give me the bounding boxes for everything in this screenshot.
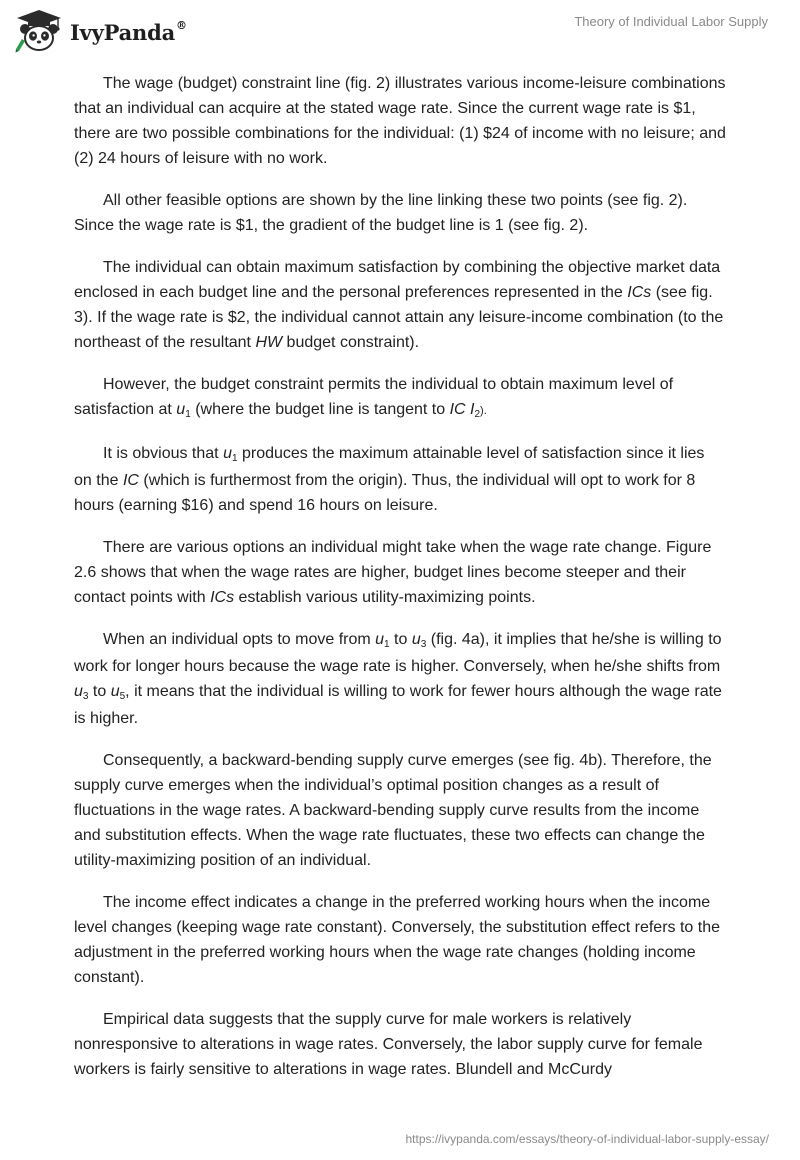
- paragraph-4: [74, 372, 726, 424]
- p4-term-ic: IC I: [449, 401, 475, 418]
- brand-name: [70, 20, 187, 45]
- p7-text-d: to: [88, 683, 111, 700]
- p7-text-a: When an individual opts to move from: [103, 631, 376, 648]
- paragraph-2: All other feasible options are shown by the line linking these two points (see fig. 2). Since the wage rate is $1, the gradient of the budget line is 1 (see fig. 2).: [74, 192, 688, 234]
- paragraph-9: The income effect indicates a change in the preferred working hours when the income level changes (keeping wage rate constant). Conversely, the substitution effect refers to the adjustment in the preferred working hours when the wage rate changes (holding income constant).: [74, 894, 720, 986]
- p7-term-u1-sub: 1: [384, 639, 390, 650]
- page-header: [0, 0, 800, 62]
- p7-text-c: (fig. 4a), it implies that he/she is willing to work for longer hours because the wage rate is higher. Conversely, when he/she shifts from: [74, 631, 722, 675]
- p3-text-e: budget constraint).: [282, 334, 420, 351]
- p7-text-b: to: [389, 631, 412, 648]
- p7-term-u3: u: [411, 631, 421, 648]
- p4-text-c: (where the budget line is tangent to: [190, 401, 450, 418]
- paragraph-10: Empirical data suggests that the supply curve for male workers is relatively nonresponsive to alterations in wage rates. Conversely, the labor supply curve for female workers is fairly sensitive to alterations in wage rates. Blundell and McCurdy: [74, 1011, 703, 1078]
- p3-text-a: The individual can obtain maximum satisfaction by combining the objective market data enclosed in each budget line and the personal preferences represented in the: [74, 259, 721, 301]
- paragraph-7: [74, 627, 726, 731]
- p5-text-e: (which is furthermost from the origin). Thus, the individual will opt to work for 8 hours (earning $16) and spend 16 hours on leisure.: [74, 472, 696, 514]
- p4-term-ic-sub: 2: [474, 409, 481, 420]
- essay-body: [74, 71, 726, 1099]
- p6-text-c: establish various utility-maximizing points.: [234, 589, 536, 606]
- paragraph-3: [74, 255, 726, 355]
- p3-term-ics: ICs: [627, 284, 652, 301]
- brand-logo[interactable]: [14, 9, 187, 53]
- paragraph-1: The wage (budget) constraint line (fig. 2) illustrates various income-leisure combinations that an individual can acquire at the stated wage rate. Since the current wage rate is $1, there are two possible combinations for the individual: (1) $24 of income with no leisure; and (2) 24 hours of leisure with no work.: [74, 75, 726, 167]
- p3-term-hw: HW: [255, 334, 283, 351]
- p4-term-u: u: [176, 401, 186, 418]
- p4-term-u-sub: 1: [185, 409, 191, 420]
- source-url[interactable]: https://ivypanda.com/essays/theory-of-individual-labor-supply-essay/: [405, 1132, 769, 1146]
- p7-term-u5-sub: 5: [119, 691, 126, 702]
- p6-text-a: There are various options an individual might take when the wage rate change. Figure 2.6 shows that when the wage rates are higher, budget lines become steeper and their contact points with: [74, 539, 712, 606]
- p4-text-e: ).: [480, 405, 487, 417]
- p7-term-u5: u: [110, 683, 120, 700]
- p5-term-ic: IC: [122, 472, 139, 489]
- paragraph-5: [74, 441, 726, 518]
- p5-text-c: produces the maximum attainable level of satisfaction since it lies on the: [74, 445, 705, 489]
- p3-text-c: (see fig. 3). If the wage rate is $2, the individual cannot attain any leisure-income combination (to the northeast of the resultant: [74, 284, 724, 351]
- p7-term-u3b: u: [74, 683, 83, 700]
- p7-text-e: , it means that the individual is willing to work for fewer hours although the wage rate is higher.: [74, 683, 722, 727]
- panda-graduate-icon: [14, 9, 64, 53]
- p7-term-u1: u: [375, 631, 385, 648]
- p5-term-u: u: [223, 445, 232, 462]
- document-title: Theory of Individual Labor Supply: [574, 14, 768, 29]
- p7-term-u3b-sub: 3: [82, 691, 89, 702]
- registered-mark: ®: [176, 18, 187, 32]
- brand-text: IvyPanda: [70, 19, 176, 45]
- paragraph-6: [74, 535, 726, 610]
- p7-term-u3-sub: 3: [420, 639, 427, 650]
- p4-text-a: However, the budget constraint permits the individual to obtain maximum level of satisfaction at: [74, 376, 674, 418]
- p6-term-ics: ICs: [210, 589, 235, 606]
- p5-term-u-sub: 1: [231, 453, 238, 464]
- p5-text-a: It is obvious that: [103, 445, 224, 462]
- paragraph-8: Consequently, a backward-bending supply curve emerges (see fig. 4b). Therefore, the supply curve emerges when the individual’s optimal position changes as a result of fluctuations in the wage rates. A backward-bending supply curve results from the income and substitution effects. When the wage rate fluctuates, these two effects can change the utility-maximizing position of an individual.: [74, 752, 712, 869]
